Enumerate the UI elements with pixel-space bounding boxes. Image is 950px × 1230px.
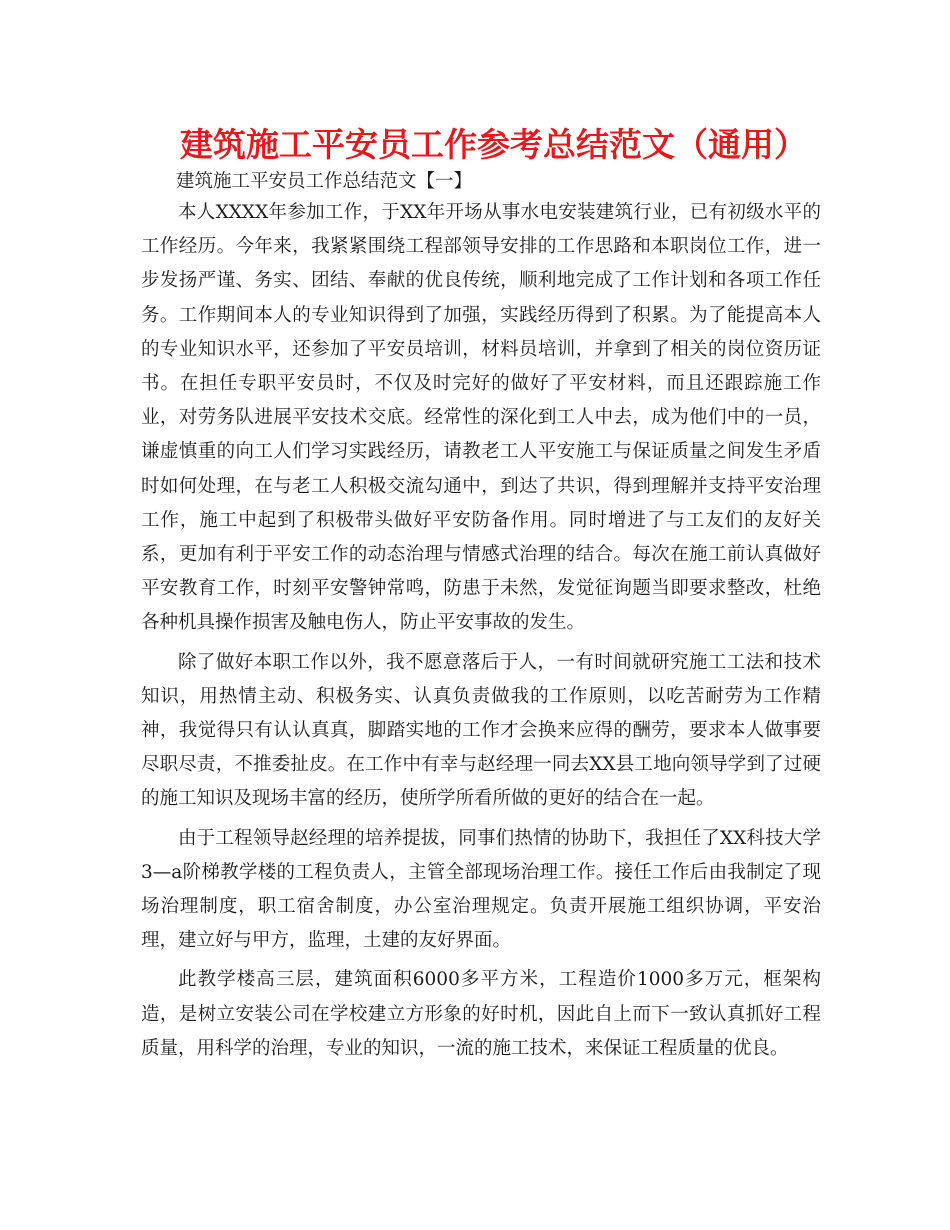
paragraph-1: 本人XXXX年参加工作，于XX年开场从事水电安装建筑行业，已有初级水平的工作经历。今年来，我紧紧围绕工程部领导安排的工作思路和本职岗位工作，进一步发扬严谨、务实、团结、奉献的优良传统，顺利地完成了工作计划和各项工作任务。工作期间本人的专业知识得到了加强，实践经历得到了积累。为了能提高本人的专业知识水平，还参加了平安员培训，材料员培训，并拿到了相关的岗位资历证书。在担任专职平安员时，不仅及时完好的做好了平安材料，而且还跟踪施工作业，对劳务队进展平安技术交底。经常性的深化到工人中去，成为他们中的一员，谦虚慎重的向工人们学习实践经历，请教老工人平安施工与保证质量之间发生矛盾时如何处理，在与老工人积极交流勾通中，到达了共识，得到理解并支持平安治理工作，施工中起到了积极带头做好平安防备作用。同时增进了与工友们的友好关系，更加有利于平安工作的动态治理与情感式治理的结合。每次在施工前认真做好平安教育工作，时刻平安警钟常鸣，防患于未然，发觉征询题当即要求整改，杜绝各种机具操作损害及触电伤人，防止平安事故的发生。 [141,202,821,634]
document-title: 建筑施工平安员工作参考总结范文（通用） [180,125,807,164]
paragraph-2: 除了做好本职工作以外，我不愿意落后于人，一有时间就研究施工工法和技术知识，用热情主动、积极务实、认真负责做我的工作原则，以吃苦耐劳为工作精神，我觉得只有认认真真，脚踏实地的工作才会换来应得的酬劳，要求本人做事要尽职尽责，不推委扯皮。在工作中有幸与赵经理一同去XX县工地向领导学到了过硬的施工知识及现场丰富的经历，使所学所看所做的更好的结合在一起。 [141,651,821,810]
paragraph-3: 由于工程领导赵经理的培养提拔，同事们热情的协助下，我担任了XX科技大学3—a阶梯教学楼的工程负责人，主管全部现场治理工作。接任工作后由我制定了现场治理制度，职工宿舍制度，办公室治理规定。负责开展施工组织协调，平安治理，建立好与甲方，监理，土建的友好界面。 [141,827,821,952]
document-body [141,196,821,1071]
section-heading: 建筑施工平安员工作总结范文【一】 [176,171,473,192]
paragraph-4: 此教学楼高三层，建筑面积6000多平方米，工程造价1000多万元，框架构造，是树立安装公司在学校建立方形象的好时机，因此自上而下一致认真抓好工程质量，用科学的治理，专业的知识，一流的施工技术，来保证工程质量的优良。 [141,969,821,1059]
